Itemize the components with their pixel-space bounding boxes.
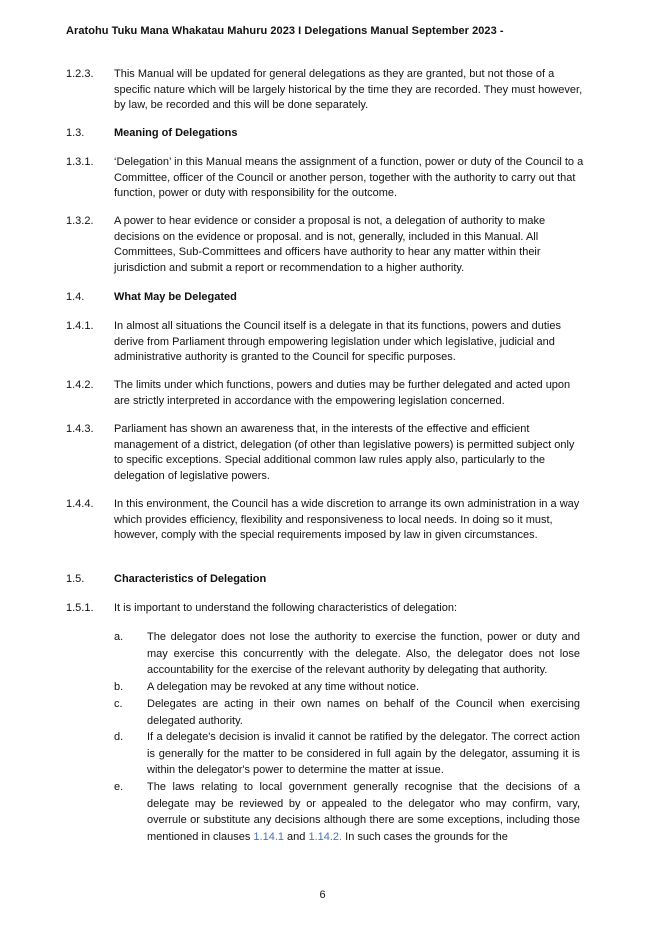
clause-text: In almost all situations the Council itself is a delegate in that its functions, powers and duties derive from Parliament through empowering legislation under which legislative, judicial and administrative authority is granted to the Council for specific purposes. [114, 320, 561, 364]
clause-number: 1.4.4. [66, 498, 94, 510]
item-letter: e. [114, 781, 124, 793]
item-text-after: In such cases the grounds for the [342, 830, 508, 843]
clause-text: This Manual will be updated for general delegations as they are granted, but not those of a specific nature which will be largely historical by the time they are recorded. They must however, by law, be recorded and this will be done separately. [114, 68, 583, 112]
item-letter: b. [114, 681, 124, 693]
item-text: A delegation may be revoked at any time without notice. [147, 681, 420, 693]
clause-number: 1.3.2. [66, 215, 94, 227]
section-title: Characteristics of Delegation [114, 573, 267, 585]
clause-number: 1.2.3. [66, 68, 94, 80]
section-number: 1.3. [66, 127, 85, 139]
clause-text: It is important to understand the following characteristics of delegation: [114, 602, 458, 614]
item-text: Delegates are acting in their own names on behalf of the Council when exercising delegated authority. [147, 698, 580, 727]
item-letter: d. [114, 731, 124, 743]
section-number: 1.5. [66, 573, 85, 585]
clause-number: 1.4.2. [66, 379, 94, 391]
section-title: What May be Delegated [114, 291, 237, 303]
item-text: The delegator does not lose the authority to exercise the function, power or duty and may exercise this concurrently with the delegate. Also, the delegator does not lose accountability for the exercise of the relevant authority by delegating that authority. [147, 631, 580, 677]
item-letter: a. [114, 631, 124, 643]
clause-number: 1.4.1. [66, 320, 94, 332]
clause-text: A power to hear evidence or consider a proposal is not, a delegation of authority to make decisions on the evidence or proposal. and is not, generally, included in this Manual. All Committees, Sub-Committees and officers have authority to hear any matter within their jurisdiction and submit a report or recommendation to a higher authority. [114, 215, 546, 274]
section-title: Meaning of Delegations [114, 127, 238, 139]
item-text-mid: and [284, 830, 309, 843]
clause-link-1-14-2[interactable]: 1.14.2. [308, 830, 343, 843]
page-number: 6 [319, 889, 326, 901]
item-text [147, 779, 580, 845]
clause-number: 1.5.1. [66, 602, 94, 614]
section-number: 1.4. [66, 291, 85, 303]
running-header: Aratohu Tuku Mana Whakatau Mahuru 2023 I Delegations Manual September 2023 - [66, 25, 504, 37]
clause-link-1-14-1[interactable]: 1.14.1 [253, 830, 284, 843]
clause-number: 1.4.3. [66, 423, 94, 435]
clause-text: ‘Delegation’ in this Manual means the assignment of a function, power or duty of the Council to a Committee, officer of the Council or another person, together with the authority to carry out that function, power or duty with responsibility for the outcome. [114, 156, 584, 200]
item-text: If a delegate's decision is invalid it cannot be ratified by the delegator. The correct action is generally for the matter to be considered in full again by the delegator, assuming it is within the delegator's power to determine the matter at issue. [147, 731, 580, 777]
item-text-before: The laws relating to local government generally recognise that the decisions of a delegate may be reviewed by or appealed to the delegator who may confirm, vary, overrule or substitute any decisions although there are some exceptions, including those mentioned in clauses [147, 781, 580, 843]
item-letter: c. [114, 698, 123, 710]
clause-text: In this environment, the Council has a wide discretion to arrange its own administration in a way which provides efficiency, flexibility and responsiveness to local needs. In doing so it must, however, comply with the special requirements imposed by law in given circumstances. [114, 498, 580, 542]
clause-text: Parliament has shown an awareness that, in the interests of the effective and efficient management of a district, delegation (of other than legislative powers) is permitted subject only to specific exceptions. Special additional common law rules apply also, particularly to the delegation of legislative powers. [114, 423, 575, 482]
clause-text: The limits under which functions, powers and duties may be further delegated and acted upon are strictly interpreted in accordance with the empowering legislation concerned. [114, 379, 571, 407]
clause-number: 1.3.1. [66, 156, 94, 168]
